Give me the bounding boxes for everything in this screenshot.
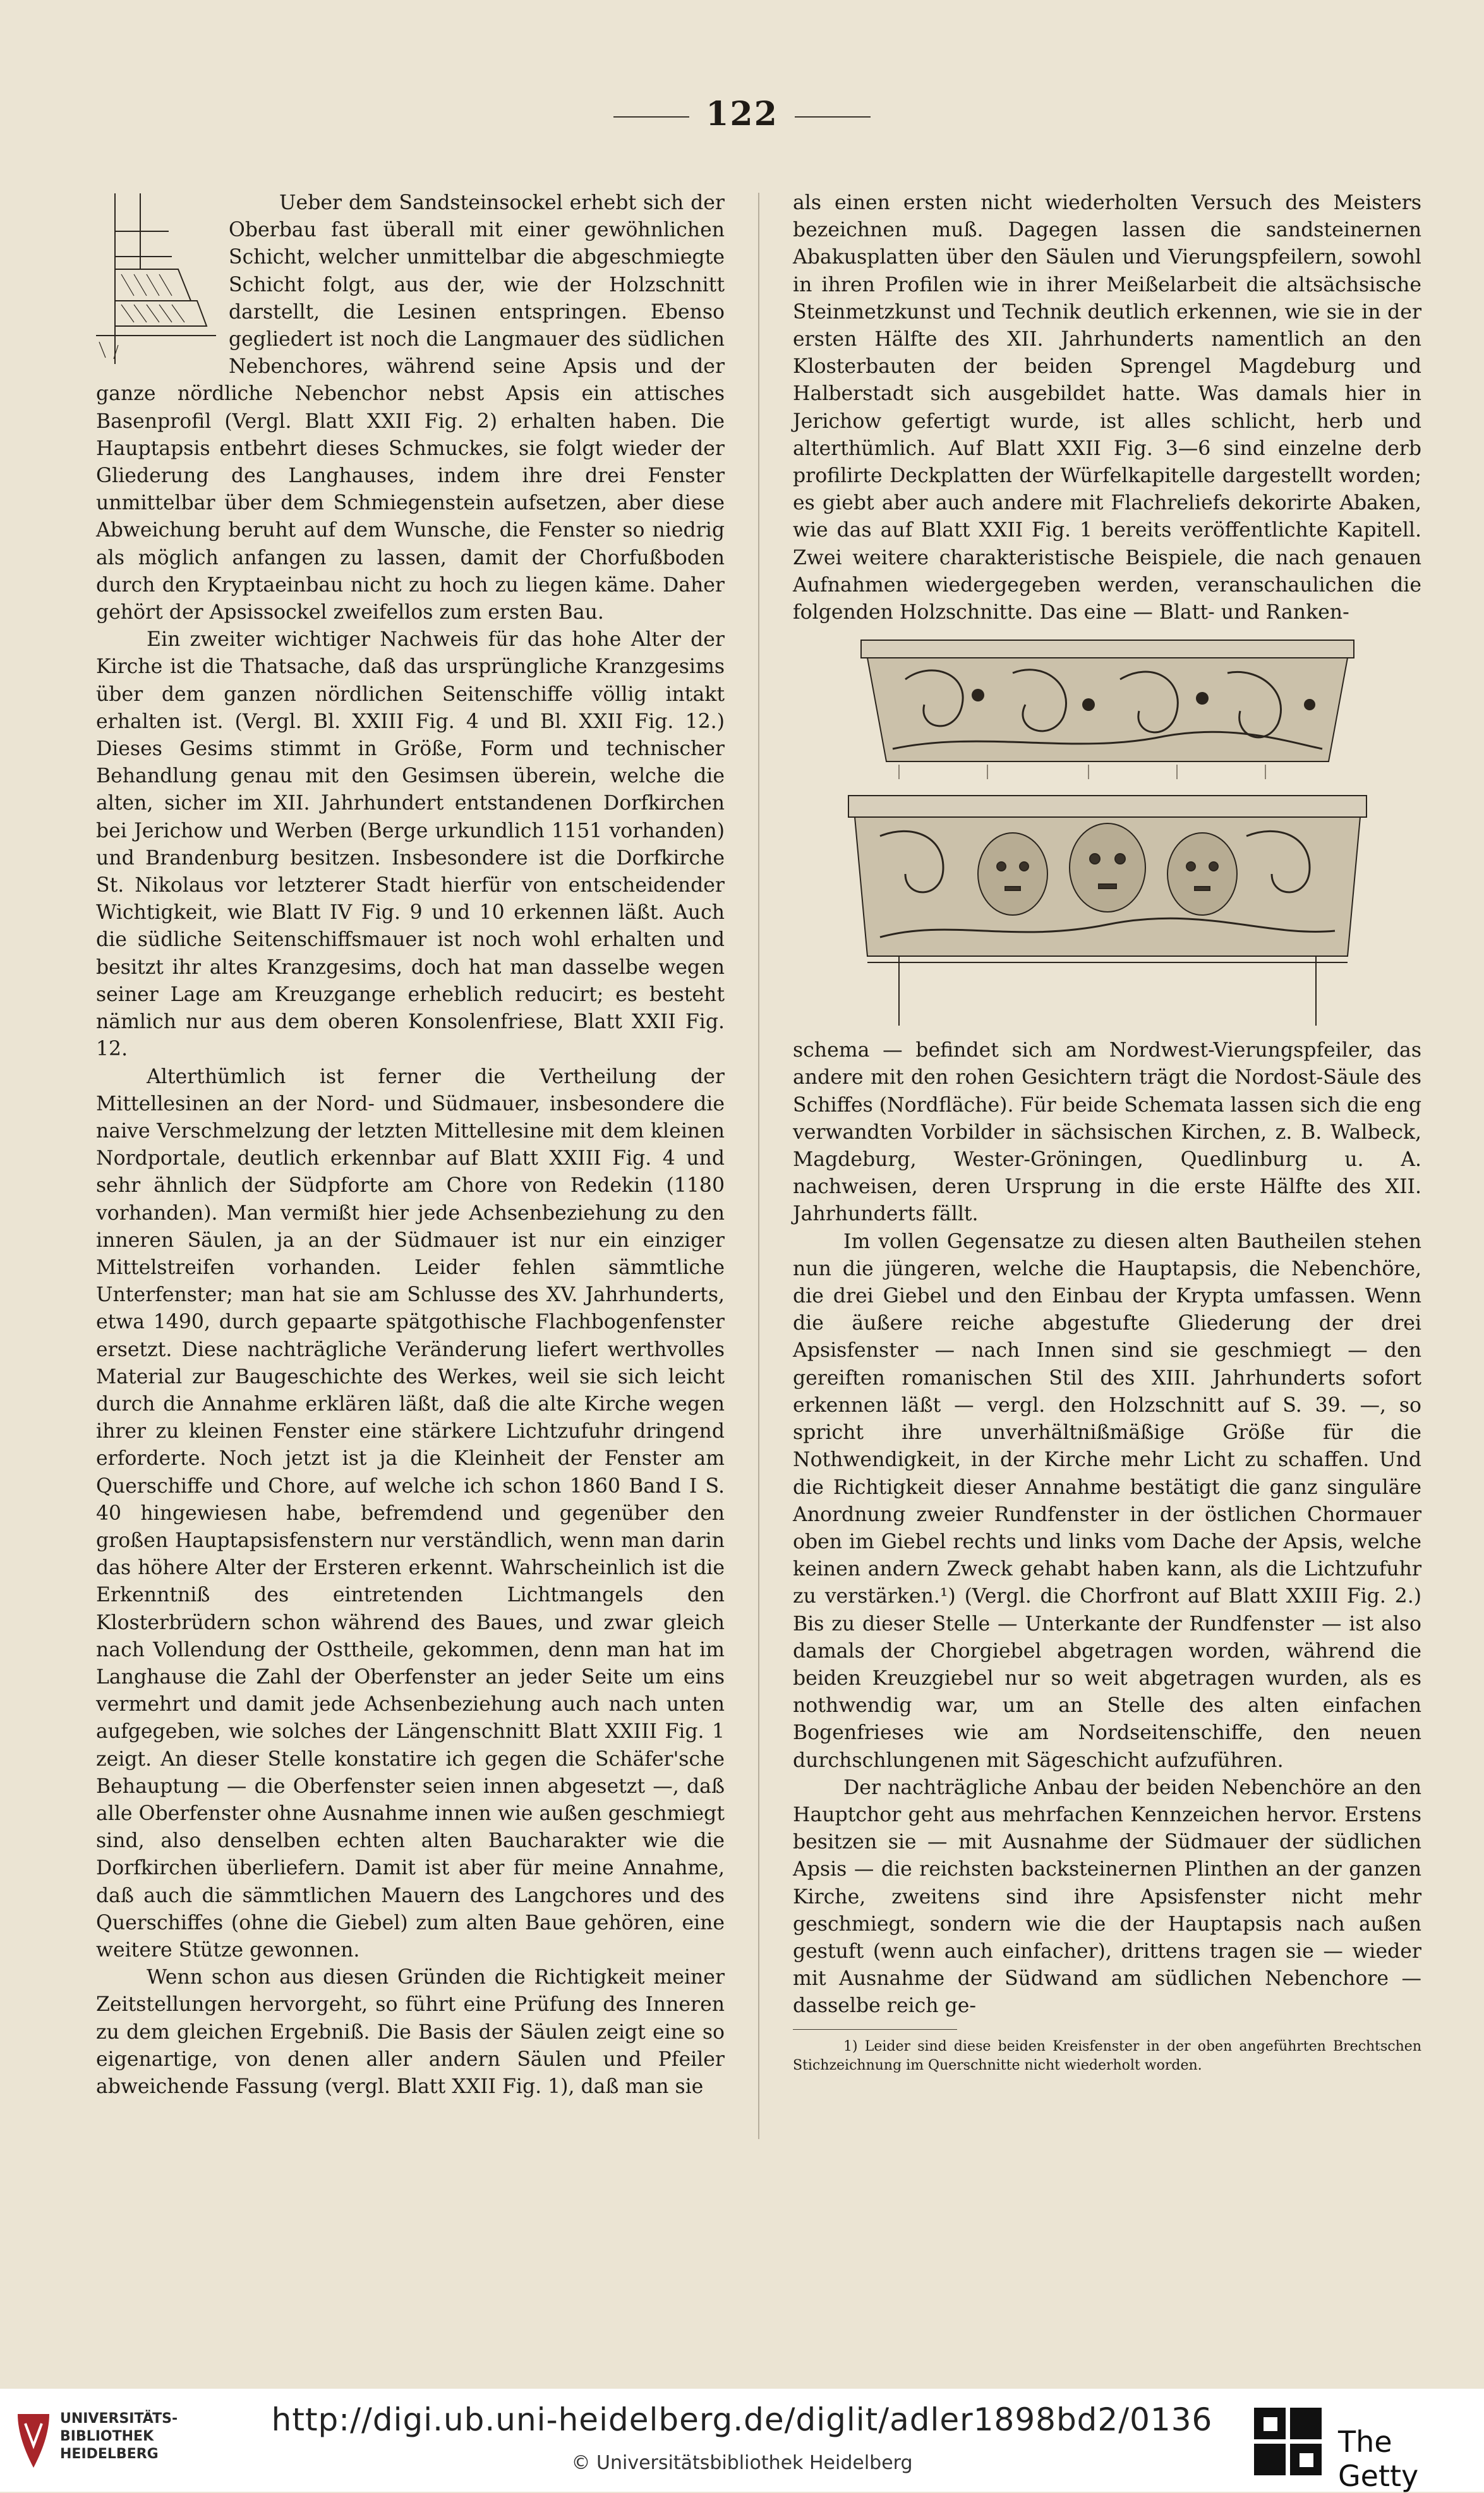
- viewer-footer: [0, 2389, 1484, 2492]
- paragraph: Ueber dem Sandsteinsockel erhebt sich der Oberbau fast überall mit einer gewöhnlichen Schicht, welcher unmittelbar die abgeschmiegte Schicht folgt, aus der, wie der Holzschnitt darstellt, die Lesinen entspringen. Ebenso gegliedert ist noch die Langmauer des südlichen Nebenchores, während seine Apsis und der ganze nördliche Nebenchor nebst Apsis ein attisches Basenprofil (Vergl. Blatt XXII Fig. 2) erhalten haben. Die Hauptapsis entbehrt dieses Schmuckes, sie folgt wieder der Gliederung des Langhauses, indem ihre drei Fenster unmittelbar über dem Schmiegenstein aufsetzen, aber diese Abweichung beruht auf dem Wunsche, die Fenster so niedrig als möglich anfangen zu lassen, damit der Chorfußboden durch den Kryptaeinbau nicht zu hoch zu liegen käme. Daher gehört der Apsissockel zweifellos zum ersten Bau.: [96, 191, 725, 624]
- footnote: 1) Leider sind diese beiden Kreisfenster in der oben angeführten Brechtschen Stichzeichnung im Querschnitte nicht wiederholt worden.: [793, 2038, 1421, 2073]
- copyright-notice: © Universitätsbibliothek Heidelberg: [571, 2452, 913, 2474]
- permalink-url[interactable]: http://digi.ub.uni-heidelberg.de/diglit/adler1898bd2/0136: [271, 2401, 1213, 2438]
- getty-label: The Getty: [1338, 2425, 1419, 2493]
- getty-mark-icon: [1251, 2405, 1327, 2480]
- library-logo-text: UNIVERSITÄTS- BIBLIOTHEK HEIDELBERG: [60, 2411, 178, 2462]
- paragraph: als einen ersten nicht wiederholten Versuch des Meisters bezeichnen muß. Dagegen lassen die sandsteinernen Abakusplatten über den Säulen und Vierungspfeilern, sowohl in ihren Profilen wie in ihrer Meißelarbeit die altsächsische Steinmetzkunst und Technik deutlich erkennen, wie sie in der ersten Hälfte des XII. Jahrhunderts namentlich an den Klosterbauten der beiden Sprengel Magdeburg und Halberstadt sich ausgebildet hatte. Was damals hier in Jerichow gefertigt wurde, ist alles schlicht, herb und alterthümlich. Auf Blatt XXII Fig. 3—6 sind einzelne derb profilirte Deckplatten der Würfelkapitelle dargestellt worden; es giebt aber auch andere mit Flachreliefs dekorirte Abaken, wie das auf Blatt XXII Fig. 1 bereits veröffentlichte Kapitell. Zwei weitere charakteristische Beispiele, die nach genauen Aufnahmen wiedergegeben werden, veranschaulichen die folgenden Holzschnitte. Das eine — Blatt- und Ranken-: [793, 191, 1421, 624]
- page-number-header: [0, 95, 1484, 133]
- page-number: 122: [706, 95, 778, 133]
- capital-faces-woodcut: [823, 792, 1392, 1026]
- capital-leaf-tendril-woodcut: [823, 635, 1392, 780]
- header-rule-left: [613, 116, 689, 118]
- paragraph: schema — befindet sich am Nordwest-Vierungspfeiler, das andere mit den rohen Gesichtern trägt die Nordost-Säule des Schiffes (Nordfläche). Für beide Schemata lassen sich die eng verwandten Vorbilder in sächsischen Kirchen, z. B. Walbeck, Magdeburg, Wester-Gröningen, Quedlinburg u. A. nachweisen, deren Ursprung in die erste Hälfte des XII. Jahrhunderts fällt.: [793, 1039, 1421, 1226]
- header-rule-right: [795, 116, 871, 118]
- right-column: [793, 190, 1421, 2075]
- left-column: [96, 190, 725, 2101]
- paragraph: Der nachträgliche Anbau der beiden Nebenchöre an den Hauptchor geht aus mehrfachen Kennzeichen hervor. Erstens besitzen sie — mit Ausnahme der Südmauer der südlichen Apsis — die reichsten backsteinernen Plinthen an der ganzen Kirche, zweitens sind ihre Apsisfenster nicht mehr geschmiegt, sondern wie die der Hauptapsis nach außen gestuft (wenn auch einfacher), drittens tragen sie — wieder mit Ausnahme der Südwand am südlichen Nebenchore — dasselbe reich ge-: [793, 1776, 1421, 2018]
- paragraph: Im vollen Gegensatze zu diesen alten Bautheilen stehen nun die jüngeren, welche die Hauptapsis, die Nebenchöre, die drei Giebel und den Einbau der Krypta umfassen. Wenn die äußere reiche abgestufte Gliederung der drei Apsisfenster — nach Innen sind sie geschmiegt — den gereiften romanischen Stil des XIII. Jahrhunderts sofort erkennen läßt — vergl. den Holzschnitt auf S. 39. —, so spricht ihre unverhältnißmäßige Größe für die Nothwendigkeit, in der Kirche mehr Licht zu schaffen. Und die Richtigkeit dieser Annahme bestätigt die ganz singuläre Anordnung zweier Rundfenster in der östlichen Chormauer oben im Giebel rechts und links vom Dache der Apsis, welche keinen andern Zweck gehabt haben kann, als die Lichtzufuhr zu verstärken.¹) (Vergl. die Chorfront auf Blatt XXIII Fig. 2.) Bis zu dieser Stelle — Unterkante der Rundfenster — ist also damals der Chorgiebel abgetragen worden, während die beiden Kreuzgiebel nur so weit abgetragen wurden, als es nothwendig war, um an Stelle des alten einfachen Bogenfrieses wie am Nordseitenschiffe, den neuen durchschlungenen mit Sägeschicht aufzuführen.: [793, 1230, 1421, 1772]
- column-separator: [758, 193, 759, 2139]
- paragraph: Wenn schon aus diesen Gründen die Richtigkeit meiner Zeitstellungen hervorgeht, so führt eine Prüfung des Inneren zu dem gleichen Ergebniß. Die Basis der Säulen zeigt eine so eigenartige, von denen aller andern Säulen und Pfeiler abweichende Fassung (vergl. Blatt XXII Fig. 1), daß man sie: [96, 1966, 725, 2099]
- base-profile-woodcut: [96, 193, 216, 364]
- getty-logo[interactable]: [1251, 2405, 1478, 2493]
- footnote-rule: [793, 2029, 957, 2030]
- paragraph: Ein zweiter wichtiger Nachweis für das hohe Alter der Kirche ist die Thatsache, daß das ursprüngliche Kranzgesims über dem ganzen nördlichen Seitenschiffe völlig intakt erhalten ist. (Vergl. Bl. XXIII Fig. 4 und Bl. XXII Fig. 12.) Dieses Gesims stimmt in Größe, Form und technischer Behandlung genau mit den Gesimsen überein, welche die alten, sicher im XII. Jahrhundert entstandenen Dorfkirchen bei Jerichow und Werben (Berge urkundlich 1151 vorhanden) und Brandenburg besitzen. Insbesondere ist die Dorfkirche St. Nikolaus vor letzterer Stadt hierfür von entscheidender Wichtigkeit, wie Blatt IV Fig. 9 und 10 erkennen läßt. Auch die südliche Seitenschiffsmauer ist noch wohl erhalten und besitzt ihr altes Kranzgesims, doch hat man dasselbe wegen seiner Lage am Kreuzgange erheblich reducirt; es besteht nämlich nur aus dem oberen Konsolenfriese, Blatt XXII Fig. 12.: [96, 628, 725, 1061]
- paragraph: Alterthümlich ist ferner die Vertheilung der Mittellesinen an der Nord- und Südmauer, insbesondere die naive Verschmelzung der letzten Mittellesine mit dem kleinen Nordportale, deutlich erkennbar auf Blatt XXIII Fig. 4 und sehr ähnlich der Südpforte am Chore von Redekin (1180 vorhanden). Man vermißt hier jede Achsenbeziehung zu den inneren Säulen, ja an der Südmauer ist nur ein einziger Mittelstreifen vorhanden. Leider fehlen sämmtliche Unterfenster; man hat sie am Schlusse des XV. Jahrhunderts, etwa 1490, durch gepaarte spätgothische Flachbogenfenster ersetzt. Diese nachträgliche Veränderung liefert werthvolles Material zur Baugeschichte des Werkes, weil sie sich leicht durch die Annahme erklären läßt, daß die alte Kirche wegen ihrer zu kleinen Fenster eine stärkere Lichtzufuhr dringend erforderte. Noch jetzt ist ja die Kleinheit der Fenster am Querschiffe und Chore, auf welche ich schon 1860 Band I S. 40 hingewiesen habe, befremdend und gegenüber den großen Hauptapsisfenstern nur verständlich, wenn man darin das höhere Alter der Ersteren erkennt. Wahrscheinlich ist die Erkenntniß des eintretenden Lichtmangels den Klosterbrüdern schon während des Baues, und zwar gleich nach Vollendung der Osttheile, gekommen, denn man hat im Langhause die Zahl der Oberfenster an jeder Seite um eins vermehrt und damit jede Achsenbeziehung auch nach unten aufgegeben, wie solches der Längenschnitt Blatt XXIII Fig. 1 zeigt. An dieser Stelle konstatire ich gegen die Schäfer'sche Behauptung — die Oberfenster seien innen abgesetzt —, daß alle Oberfenster ohne Ausnahme innen wie außen geschmiegt sind, also denselben echten alten Baucharakter wie die Dorfkirchen überliefern. Damit ist aber für meine Annahme, daß auch die sämmtlichen Mauern des Langchores und des Querschiffes (ohne die Giebel) zum alten Baue gehören, eine weitere Stütze gewonnen.: [96, 1065, 725, 1962]
